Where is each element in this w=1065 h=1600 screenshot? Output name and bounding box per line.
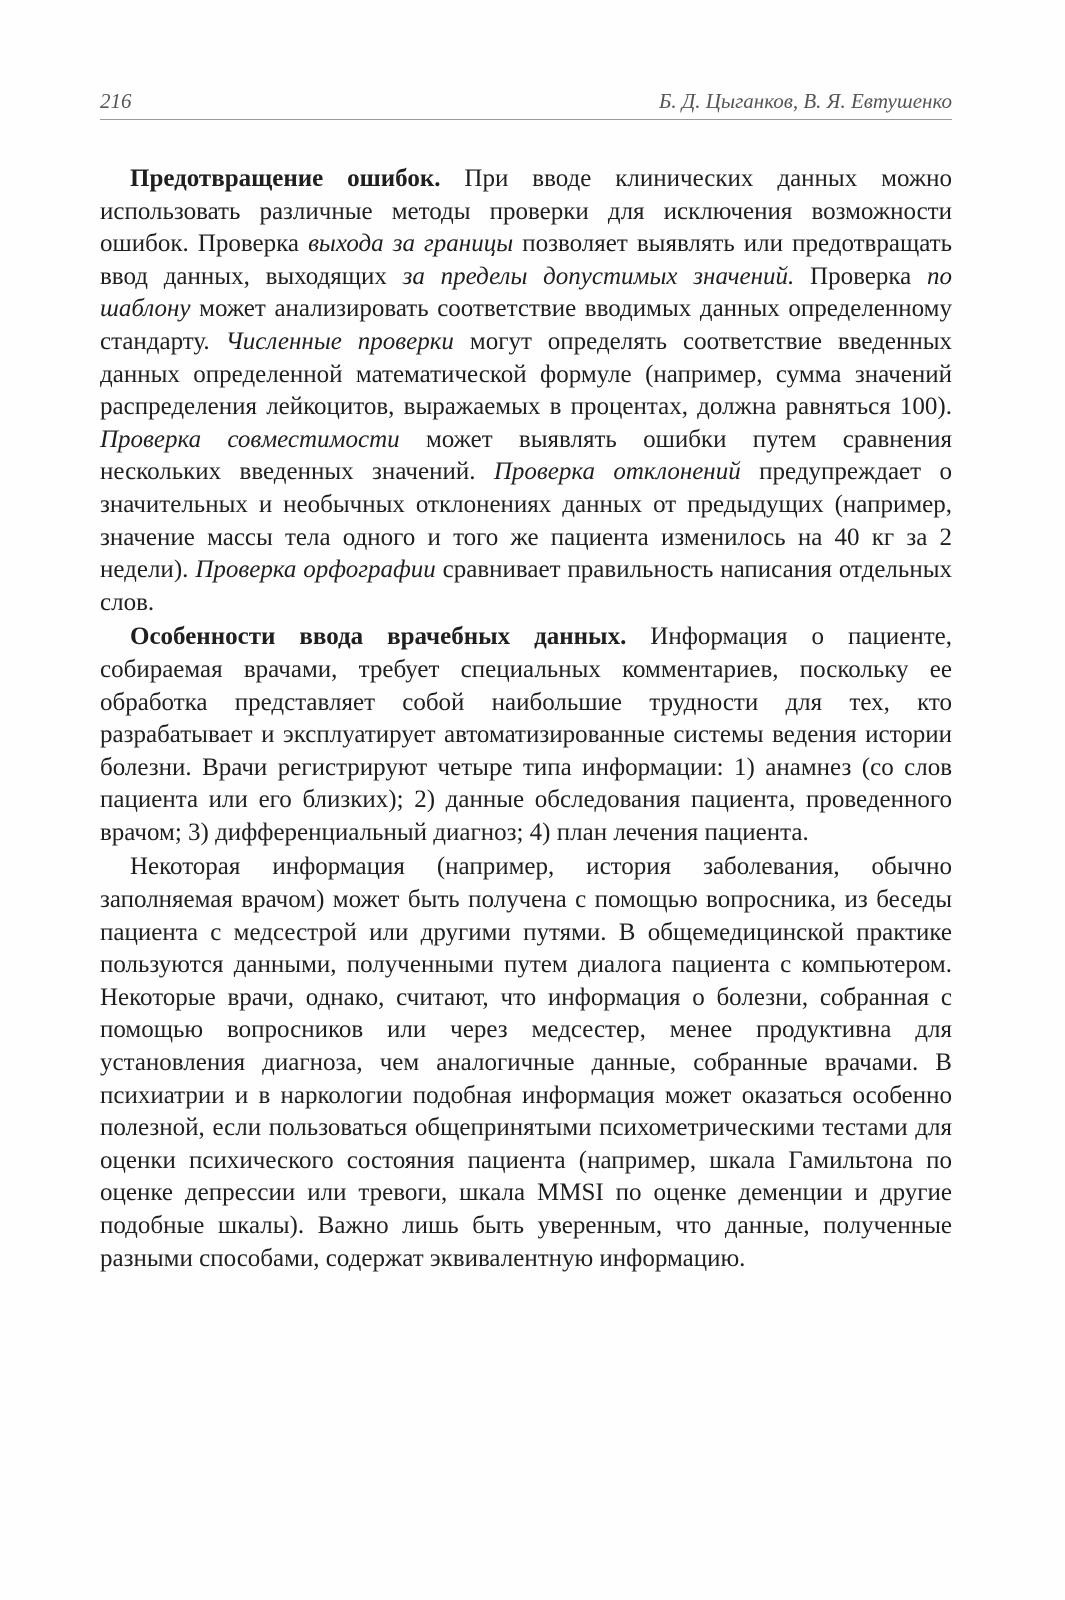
italic-term: Проверка отклонений <box>493 458 741 486</box>
text-segment: предупреждает о значительных и необычных отклонениях данных от предыдущих (например, значение массы тела одного и того же пациента изменилось на 40 кг за 2 недели). <box>100 458 952 584</box>
italic-term: по шаблону <box>100 262 952 323</box>
paragraph-error-prevention <box>100 163 952 619</box>
italic-term: Проверка совместимости <box>100 425 400 453</box>
text-segment: может выявлять ошибки путем сравнения нескольких введенных значений. <box>100 425 952 486</box>
paragraph-physician-data-entry <box>100 621 952 849</box>
body-text <box>100 163 952 1275</box>
paragraph-information-sources <box>100 851 952 1275</box>
italic-term: Проверка орфографии <box>195 556 436 584</box>
paragraph-lead-heading: Предотвращение ошибок. <box>130 165 441 192</box>
italic-term: Численные проверки <box>225 327 454 355</box>
running-header <box>100 85 952 120</box>
text-segment: Проверка <box>794 262 927 290</box>
text-segment: могут определять соответствие введенных данных определенной математической формуле (например, сумма значений распределения лейкоцитов, выражаемых в процентах, должна равняться 100). <box>100 327 953 421</box>
text-segment: Некоторая информация (например, история заболевания, обычно заполняемая врачом) может быть получена с помощью вопросника, из беседы пациента с медсестрой или другими путями. В общемедицинской практике пользуются данными, полученными путем диалога пациента с компьютером. Некоторые врачи, однако, считают, что информация о болезни, собранная с помощью вопросников или через медсестер, менее продуктивна для установления диагноза, чем аналогичные данные, собранные врачами. В психиатрии и в наркологии подобная информация может оказаться особенно полезной, если пользоваться общепринятыми психометрическими тестами для оценки психического состояния пациента (например, шкала Гамильтона по оценке депрессии или тревоги, шкала MMSI по оценке деменции и другие подобные шкалы). Важно лишь быть уверенным, что данные, полученные разными способами, содержат эквивалентную информацию. <box>100 853 952 1272</box>
paragraph-lead-heading: Особенности ввода врачебных данных. <box>130 623 627 651</box>
text-segment: При вводе клинических данных можно использовать различные методы проверки для исключения возможности ошибок. Проверка <box>100 165 953 258</box>
page-number: 216 <box>100 89 132 113</box>
text-segment: Информация о пациенте, собираемая врачами, требует специальных комментариев, поскольку ее обработка представляет собой наибольшие трудности для тех, кто разрабатывает и эксплуатирует автоматизированные системы ведения истории болезни. Врачи регистрируют четыре типа информации: 1) анамнез (со слов пациента или его близких); 2) данные обследования пациента, проведенного врачом; 3) дифференциальный диагноз; 4) план лечения пациента. <box>100 623 952 846</box>
italic-term: выхода за границы <box>308 230 514 258</box>
running-header-authors: Б. Д. Цыганков, В. Я. Евтушенко <box>658 89 952 113</box>
text-segment: сравнивает правильность написания отдельных слов. <box>100 556 952 616</box>
text-segment: позволяет выявлять или предотвращать ввод данных, выходящих <box>100 230 952 290</box>
text-segment: может анализировать соответствие вводимых данных определенному стандарту. <box>100 295 952 355</box>
italic-term: за пределы допустимых значений. <box>402 262 795 290</box>
